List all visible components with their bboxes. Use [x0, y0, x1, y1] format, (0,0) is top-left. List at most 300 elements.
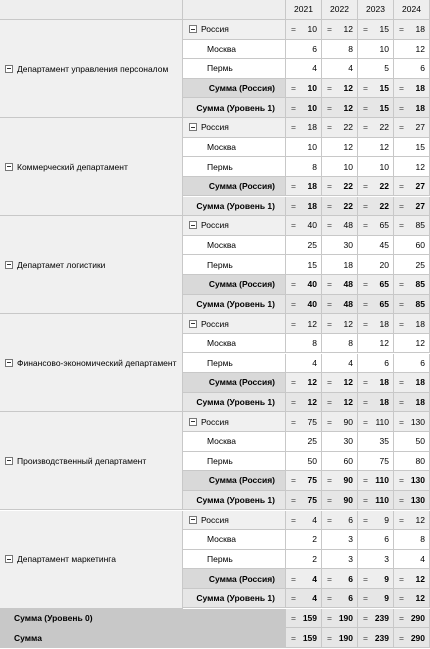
- value-text: 75: [307, 495, 317, 506]
- value-text: 18: [415, 83, 425, 94]
- subtotal-label: Сумма (Уровень 1): [196, 593, 275, 604]
- value-text: 40: [307, 298, 317, 309]
- value-text: 6: [348, 514, 353, 525]
- equals-sign: =: [327, 24, 332, 35]
- value-cell: [358, 255, 394, 275]
- equals-sign: =: [291, 298, 296, 309]
- value-cell: [286, 79, 322, 99]
- value-text: 48: [343, 298, 353, 309]
- value-cell: [394, 373, 430, 393]
- value-text: 10: [379, 43, 389, 54]
- value-cell: [322, 334, 358, 354]
- value-text: 60: [415, 240, 425, 251]
- equals-sign: =: [399, 102, 404, 113]
- value-cell: [322, 530, 358, 550]
- value-text: 290: [410, 632, 425, 643]
- value-text: 12: [415, 573, 425, 584]
- value-text: 110: [375, 495, 389, 506]
- value-text: 18: [415, 377, 425, 388]
- city-name: Пермь: [207, 259, 233, 270]
- value-text: 75: [379, 455, 389, 466]
- value-text: 130: [410, 416, 425, 427]
- value-text: 15: [415, 141, 425, 152]
- equals-sign: =: [399, 220, 404, 231]
- equals-sign: =: [291, 220, 296, 231]
- value-text: 4: [312, 573, 317, 584]
- value-cell: [358, 471, 394, 491]
- collapse-icon[interactable]: [5, 65, 13, 73]
- value-cell: [358, 118, 394, 138]
- value-cell: [358, 412, 394, 432]
- value-text: 12: [307, 318, 317, 329]
- city-row-header: [183, 452, 286, 472]
- collapse-icon[interactable]: [189, 25, 197, 33]
- value-text: 4: [312, 514, 317, 525]
- value-cell: [322, 40, 358, 60]
- value-cell: [322, 79, 358, 99]
- collapse-icon[interactable]: [189, 418, 197, 426]
- equals-sign: =: [399, 632, 404, 643]
- equals-sign: =: [291, 612, 296, 623]
- subtotal-russia-label: [183, 471, 286, 491]
- equals-sign: =: [291, 416, 296, 427]
- collapse-icon[interactable]: [5, 163, 13, 171]
- city-row-header: [183, 550, 286, 570]
- value-cell: [394, 40, 430, 60]
- value-text: 80: [415, 455, 425, 466]
- value-cell: [286, 412, 322, 432]
- value-cell: [394, 393, 430, 413]
- value-cell: [358, 138, 394, 158]
- value-cell: [358, 295, 394, 315]
- region-row-header[interactable]: [183, 412, 286, 432]
- value-cell: [286, 569, 322, 589]
- equals-sign: =: [363, 220, 368, 231]
- year-label: 2021: [294, 4, 313, 14]
- value-text: 4: [312, 593, 317, 604]
- value-text: 8: [312, 338, 317, 349]
- value-text: 85: [415, 279, 425, 290]
- value-text: 10: [307, 83, 317, 94]
- equals-sign: =: [363, 279, 368, 290]
- year-header[interactable]: [322, 0, 358, 20]
- value-cell: [286, 609, 322, 629]
- department-name: Департамет логистики: [17, 259, 106, 270]
- value-text: 3: [348, 553, 353, 564]
- value-text: 12: [415, 43, 425, 54]
- value-text: 8: [420, 534, 425, 545]
- equals-sign: =: [291, 396, 296, 407]
- city-row-header: [183, 432, 286, 452]
- region-row-header[interactable]: [183, 118, 286, 138]
- year-header[interactable]: [286, 0, 322, 20]
- city-name: Москва: [207, 436, 237, 447]
- value-text: 50: [415, 436, 425, 447]
- equals-sign: =: [327, 83, 332, 94]
- value-cell: [394, 255, 430, 275]
- value-cell: [322, 197, 358, 217]
- value-cell: [358, 216, 394, 236]
- value-text: 10: [307, 141, 317, 152]
- value-cell: [286, 373, 322, 393]
- value-cell: [286, 20, 322, 40]
- value-text: 239: [374, 632, 389, 643]
- value-text: 12: [343, 318, 353, 329]
- value-cell: [286, 138, 322, 158]
- value-text: 4: [420, 553, 425, 564]
- value-text: 40: [307, 220, 317, 231]
- value-text: 6: [420, 63, 425, 74]
- value-text: 12: [343, 141, 353, 152]
- value-cell: [322, 98, 358, 118]
- value-text: 48: [343, 220, 353, 231]
- value-text: 10: [307, 24, 317, 35]
- header-blank: [0, 0, 183, 20]
- value-cell: [394, 98, 430, 118]
- value-text: 18: [379, 377, 389, 388]
- value-cell: [358, 59, 394, 79]
- value-cell: [358, 589, 394, 609]
- value-text: 75: [307, 416, 317, 427]
- value-cell: [358, 157, 394, 177]
- value-cell: [394, 334, 430, 354]
- subtotal-label: Сумма (Уровень 1): [196, 396, 275, 407]
- value-text: 75: [307, 475, 317, 486]
- value-text: 50: [307, 455, 317, 466]
- city-name: Пермь: [207, 357, 233, 368]
- value-cell: [394, 295, 430, 315]
- collapse-icon[interactable]: [5, 457, 13, 465]
- subtotal-level1-label: [183, 197, 286, 217]
- value-cell: [394, 236, 430, 256]
- value-cell: [394, 530, 430, 550]
- value-cell: [394, 569, 430, 589]
- value-cell: [358, 373, 394, 393]
- equals-sign: =: [327, 122, 332, 133]
- value-cell: [286, 354, 322, 374]
- department-name: Производственный департамент: [17, 455, 147, 466]
- value-text: 110: [375, 475, 389, 486]
- collapse-icon[interactable]: [189, 320, 197, 328]
- department-row-header[interactable]: [0, 118, 183, 216]
- value-text: 65: [379, 279, 389, 290]
- region-row-header[interactable]: [183, 20, 286, 40]
- value-text: 2: [312, 534, 317, 545]
- value-text: 22: [379, 122, 389, 133]
- value-cell: [358, 432, 394, 452]
- department-name: Департамент маркетинга: [17, 554, 116, 565]
- value-cell: [358, 491, 394, 511]
- collapse-icon[interactable]: [189, 516, 197, 524]
- value-text: 25: [307, 240, 317, 251]
- subtotal-label: Сумма (Россия): [208, 573, 275, 584]
- city-name: Пермь: [207, 63, 233, 74]
- value-cell: [322, 471, 358, 491]
- value-text: 18: [343, 259, 353, 270]
- equals-sign: =: [291, 24, 296, 35]
- value-text: 90: [343, 416, 353, 427]
- subtotal-russia-label: [183, 569, 286, 589]
- value-text: 18: [415, 24, 425, 35]
- region-row-header[interactable]: [183, 216, 286, 236]
- value-cell: [394, 59, 430, 79]
- value-text: 4: [348, 357, 353, 368]
- value-text: 10: [343, 161, 353, 172]
- equals-sign: =: [363, 102, 368, 113]
- equals-sign: =: [363, 495, 368, 506]
- value-cell: [394, 138, 430, 158]
- subtotal-label: Сумма (Уровень 1): [196, 102, 275, 113]
- value-text: 8: [312, 161, 317, 172]
- value-text: 190: [338, 612, 353, 623]
- value-cell: [358, 511, 394, 531]
- value-cell: [322, 216, 358, 236]
- equals-sign: =: [291, 573, 296, 584]
- value-text: 12: [415, 593, 425, 604]
- department-name: Финансово-экономический департамент: [17, 357, 177, 368]
- region-row-header[interactable]: [183, 314, 286, 334]
- department-name: Департамент управления персоналом: [17, 63, 169, 74]
- equals-sign: =: [291, 632, 296, 643]
- collapse-icon[interactable]: [5, 261, 13, 269]
- collapse-icon[interactable]: [5, 555, 13, 563]
- value-text: 9: [384, 593, 389, 604]
- equals-sign: =: [327, 377, 332, 388]
- city-name: Пермь: [207, 455, 233, 466]
- equals-sign: =: [363, 298, 368, 309]
- value-cell: [286, 550, 322, 570]
- value-text: 5: [384, 63, 389, 74]
- value-cell: [358, 530, 394, 550]
- value-text: 25: [307, 436, 317, 447]
- equals-sign: =: [363, 416, 368, 427]
- subtotal-level1-label: [183, 393, 286, 413]
- equals-sign: =: [399, 377, 404, 388]
- equals-sign: =: [327, 416, 332, 427]
- equals-sign: =: [327, 181, 332, 192]
- equals-sign: =: [399, 495, 404, 506]
- value-cell: [322, 432, 358, 452]
- value-cell: [358, 236, 394, 256]
- value-cell: [286, 471, 322, 491]
- equals-sign: =: [291, 318, 296, 329]
- value-text: 90: [343, 475, 353, 486]
- value-cell: [358, 609, 394, 629]
- year-header[interactable]: [358, 0, 394, 20]
- value-text: 8: [348, 43, 353, 54]
- value-cell: [394, 79, 430, 99]
- equals-sign: =: [327, 396, 332, 407]
- equals-sign: =: [327, 102, 332, 113]
- value-text: 6: [384, 534, 389, 545]
- value-cell: [394, 177, 430, 197]
- value-cell: [322, 491, 358, 511]
- city-name: Москва: [207, 534, 237, 545]
- value-text: 18: [307, 181, 317, 192]
- value-cell: [394, 452, 430, 472]
- value-text: 27: [415, 181, 425, 192]
- header-blank: [183, 0, 286, 20]
- value-cell: [394, 275, 430, 295]
- value-cell: [322, 550, 358, 570]
- equals-sign: =: [327, 612, 332, 623]
- value-cell: [322, 236, 358, 256]
- value-text: 12: [415, 514, 425, 525]
- total-label: Сумма (Уровень 0): [14, 612, 93, 623]
- subtotal-level1-label: [183, 589, 286, 609]
- value-text: 30: [343, 240, 353, 251]
- value-cell: [286, 157, 322, 177]
- total-label: Сумма: [14, 632, 42, 643]
- value-text: 10: [307, 102, 317, 113]
- value-cell: [394, 216, 430, 236]
- equals-sign: =: [291, 593, 296, 604]
- value-cell: [322, 177, 358, 197]
- value-cell: [394, 471, 430, 491]
- equals-sign: =: [399, 593, 404, 604]
- value-cell: [286, 452, 322, 472]
- value-text: 6: [348, 593, 353, 604]
- value-cell: [286, 393, 322, 413]
- value-cell: [322, 628, 358, 648]
- subtotal-label: Сумма (Россия): [208, 279, 275, 290]
- equals-sign: =: [363, 573, 368, 584]
- value-text: 22: [343, 200, 353, 211]
- region-name: Россия: [201, 514, 229, 525]
- region-name: Россия: [201, 416, 229, 427]
- city-name: Москва: [207, 141, 237, 152]
- value-cell: [322, 314, 358, 334]
- equals-sign: =: [327, 279, 332, 290]
- value-cell: [358, 550, 394, 570]
- value-text: 3: [348, 534, 353, 545]
- equals-sign: =: [399, 573, 404, 584]
- value-cell: [394, 511, 430, 531]
- equals-sign: =: [291, 377, 296, 388]
- value-cell: [286, 589, 322, 609]
- year-header[interactable]: [394, 0, 430, 20]
- value-cell: [322, 138, 358, 158]
- value-text: 130: [410, 495, 425, 506]
- value-text: 110: [375, 416, 389, 427]
- value-text: 6: [348, 573, 353, 584]
- collapse-icon[interactable]: [189, 123, 197, 131]
- city-name: Москва: [207, 338, 237, 349]
- value-cell: [286, 255, 322, 275]
- value-text: 22: [343, 122, 353, 133]
- value-cell: [322, 393, 358, 413]
- value-text: 15: [379, 83, 389, 94]
- value-text: 15: [379, 102, 389, 113]
- value-cell: [322, 511, 358, 531]
- value-cell: [358, 393, 394, 413]
- value-text: 85: [415, 298, 425, 309]
- region-row-header[interactable]: [183, 511, 286, 531]
- value-text: 239: [374, 612, 389, 623]
- year-label: 2023: [366, 4, 385, 14]
- equals-sign: =: [363, 612, 368, 623]
- equals-sign: =: [327, 514, 332, 525]
- collapse-icon[interactable]: [5, 359, 13, 367]
- value-cell: [322, 373, 358, 393]
- equals-sign: =: [363, 200, 368, 211]
- subtotal-russia-label: [183, 373, 286, 393]
- city-name: Пермь: [207, 161, 233, 172]
- value-text: 12: [307, 377, 317, 388]
- department-row-header[interactable]: [0, 216, 183, 314]
- value-text: 8: [348, 338, 353, 349]
- value-cell: [322, 59, 358, 79]
- value-cell: [394, 20, 430, 40]
- department-row-header[interactable]: [0, 314, 183, 412]
- value-cell: [322, 118, 358, 138]
- year-label: 2024: [402, 4, 421, 14]
- value-cell: [286, 334, 322, 354]
- value-cell: [358, 98, 394, 118]
- value-cell: [358, 354, 394, 374]
- value-text: 15: [379, 24, 389, 35]
- region-name: Россия: [201, 318, 229, 329]
- value-text: 6: [312, 43, 317, 54]
- value-text: 85: [415, 220, 425, 231]
- value-cell: [358, 275, 394, 295]
- value-text: 15: [307, 259, 317, 270]
- value-text: 12: [379, 338, 389, 349]
- grand-total-label: [0, 628, 286, 648]
- value-cell: [286, 491, 322, 511]
- department-row-header[interactable]: [0, 20, 183, 118]
- value-cell: [394, 589, 430, 609]
- value-text: 18: [379, 318, 389, 329]
- equals-sign: =: [291, 102, 296, 113]
- value-cell: [322, 589, 358, 609]
- value-cell: [322, 609, 358, 629]
- value-text: 12: [343, 377, 353, 388]
- city-row-header: [183, 354, 286, 374]
- value-text: 40: [307, 279, 317, 290]
- equals-sign: =: [327, 495, 332, 506]
- value-cell: [286, 236, 322, 256]
- value-text: 9: [384, 514, 389, 525]
- collapse-icon[interactable]: [189, 221, 197, 229]
- value-text: 290: [410, 612, 425, 623]
- value-text: 3: [384, 553, 389, 564]
- value-text: 12: [307, 396, 317, 407]
- value-cell: [358, 452, 394, 472]
- value-text: 20: [379, 259, 389, 270]
- value-cell: [286, 295, 322, 315]
- equals-sign: =: [363, 83, 368, 94]
- city-row-header: [183, 40, 286, 60]
- value-text: 12: [415, 161, 425, 172]
- value-text: 22: [379, 200, 389, 211]
- department-row-header[interactable]: [0, 511, 183, 609]
- equals-sign: =: [327, 298, 332, 309]
- value-cell: [358, 79, 394, 99]
- value-cell: [286, 432, 322, 452]
- value-cell: [358, 20, 394, 40]
- value-text: 65: [379, 298, 389, 309]
- value-text: 159: [302, 612, 317, 623]
- value-text: 27: [415, 200, 425, 211]
- value-text: 6: [420, 357, 425, 368]
- region-name: Россия: [201, 24, 229, 35]
- value-cell: [394, 354, 430, 374]
- value-cell: [322, 255, 358, 275]
- department-row-header[interactable]: [0, 412, 183, 510]
- value-text: 90: [343, 495, 353, 506]
- value-text: 18: [379, 396, 389, 407]
